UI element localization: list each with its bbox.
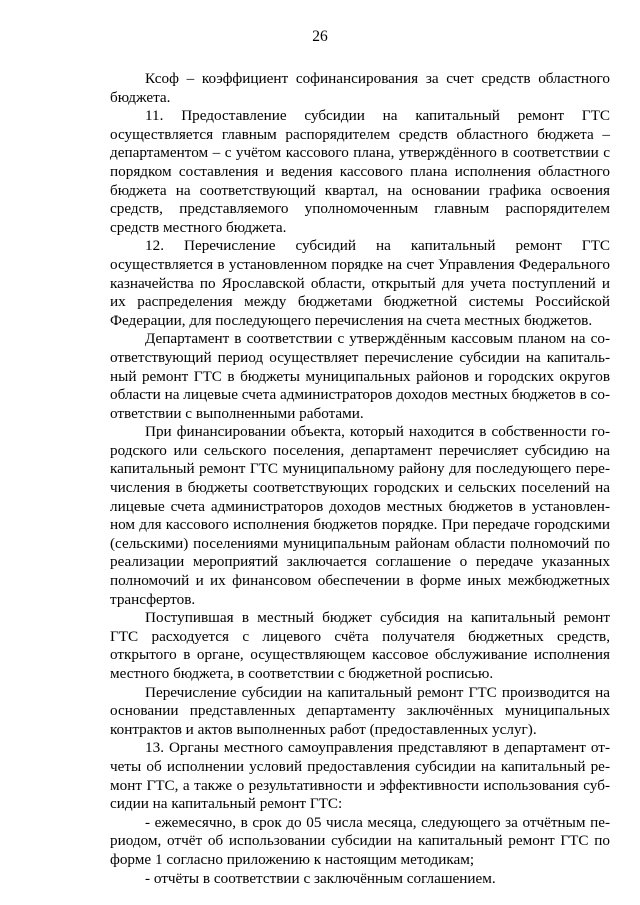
paragraph-item-12: 12. Перечисление субсидий на капитальный ремонт ГТС осуществляется в установленном порядке на счет Управления Федерального казначейства по Ярославской области, открытый для учета поступлений и их распределения между бюджетами бюджетной системы Российской Федерации, для последующего перечисления на счета местных бюджетов.	[110, 237, 610, 329]
list-item-agreement-reports: - отчёты в соответствии с заключённым соглашением.	[145, 869, 496, 887]
page-number: 26	[312, 28, 328, 45]
list-item-monthly-report: - ежемесячно, в срок до 05 числа месяца, следующего за отчётным периодом, отчёт об использовании субсидии на капитальный ремонт ГТС по форме 1 согласно приложению к настоящим методикам;	[110, 813, 610, 868]
paragraph-subsidy-spending: Поступившая в местный бюджет субсидия на капитальный ремонт ГТС расходуется с лицевого счёта получателя бюджетных средств, открытого в органе, осуществляющем кассовое обслуживание исполнения местного бюджета, в соответствии с бюджетной росписью.	[110, 609, 610, 682]
paragraph-item-13: 13. Органы местного самоуправления представляют в департамент отчеты об исполнении условий предоставления субсидии на капитальный ремонт ГТС, а также о результативности и эффективности использования субсидии на капитальный ремонт ГТС:	[110, 739, 610, 813]
paragraph-settlement-financing: При финансировании объекта, который находится в собственности городского или сельского поселения, департамент перечисляет субсидию на капитальный ремонт ГТС муниципальному району для последующего перечисления в бюджеты соответствующих городских и сельских поселений на лицевые счета администраторов доходов местных бюджетов в установленном для кассового исполнения бюджетов порядке. При передаче городскими (сельскими) поселениями муниципальным районам области полномочий по реализации мероприятий заключается соглашение о передаче указанных полномочий и их финансовом обеспечении в форме иных межбюджетных трансфертов.	[110, 423, 610, 608]
paragraph-item-11: 11. Предоставление субсидии на капитальный ремонт ГТС осуществляется главным распорядителем средств областного бюджета – департаментом – с учётом кассового плана, утверждённого в соответствии с порядком составления и ведения кассового плана исполнения областного бюджета на соответствующий квартал, на основании графика освоения средств, представляемого уполномоченным главным распорядителем средств местного бюджета.	[110, 107, 610, 236]
paragraph-transfer-basis: Перечисление субсидии на капитальный ремонт ГТС производится на основании представленных департаменту заключённых муниципальных контрактов и актов выполненных работ (предоставленных услуг).	[110, 683, 610, 738]
paragraph-ksof-definition: Ксоф – коэффициент софинансирования за счет средств областного бюджета.	[110, 70, 610, 106]
paragraph-department-transfer: Департамент в соответствии с утверждённым кассовым планом на соответствующий период осуществляет перечисление субсидии на капитальный ремонт ГТС в бюджеты муниципальных районов и городских округов области на лицевые счета администраторов доходов местных бюджетов в соответствии с выполненными работами.	[110, 330, 610, 422]
document-body	[110, 70, 610, 888]
